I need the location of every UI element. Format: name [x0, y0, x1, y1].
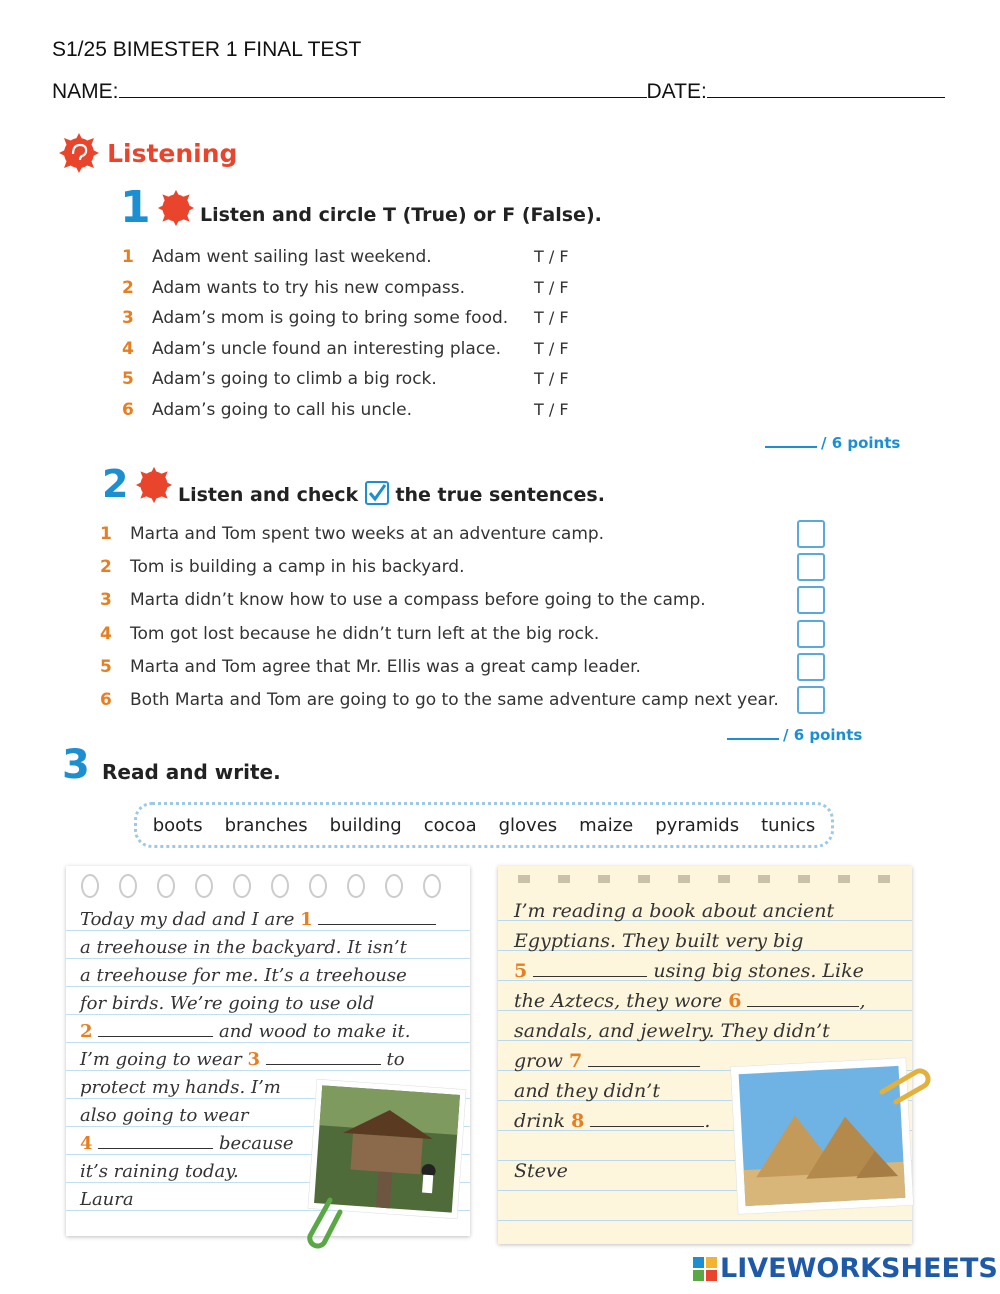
spiral-rings-icon	[78, 870, 458, 902]
true-false-choice[interactable]: T / F	[534, 399, 569, 419]
ex1-list	[122, 247, 582, 430]
note-left	[66, 866, 470, 1236]
item-text: Tom got lost because he didn’t turn left at the big rock.	[130, 623, 600, 644]
item-number: 6	[100, 689, 112, 710]
word-bank	[134, 802, 834, 848]
answer-blank-7[interactable]	[588, 1066, 700, 1067]
name-label: NAME:	[52, 80, 119, 103]
answer-blank-3[interactable]	[266, 1064, 381, 1065]
item-text: Adam wants to try his new compass.	[152, 277, 466, 298]
section-title: Listening	[107, 138, 238, 168]
score-blank[interactable]	[727, 738, 779, 740]
item-text: Adam’s mom is going to bring some food.	[152, 308, 509, 328]
audio-track-icon	[157, 189, 195, 227]
item-number: 5	[122, 369, 134, 389]
item-number: 5	[100, 656, 112, 677]
check-box[interactable]	[797, 520, 825, 548]
date-field[interactable]	[707, 97, 945, 98]
check-box[interactable]	[797, 686, 825, 714]
item-text: Adam’s uncle found an interesting place.	[152, 338, 502, 359]
answer-blank-4[interactable]	[98, 1148, 213, 1149]
word-bank-word: cocoa	[423, 814, 477, 836]
paperclip-icon	[876, 1062, 936, 1106]
check-box[interactable]	[797, 653, 825, 681]
signature-laura: Laura	[80, 1189, 134, 1210]
audio-track-icon	[135, 466, 173, 504]
ex2-points	[727, 726, 862, 744]
answer-blank-1[interactable]	[318, 924, 436, 925]
date-label: DATE:	[646, 80, 707, 103]
answer-blank-6[interactable]	[747, 1006, 859, 1007]
word-bank-word: tunics	[761, 814, 816, 836]
list-item	[100, 590, 830, 623]
item-text: Adam’s going to call his uncle.	[152, 399, 412, 420]
item-number: 4	[100, 623, 112, 644]
true-false-choice[interactable]: T / F	[534, 247, 569, 266]
item-number: 4	[122, 338, 134, 359]
item-number: 1	[122, 247, 134, 267]
name-field[interactable]	[119, 97, 647, 98]
note-left-text: Today my dad and I are 1 a treehouse in the backyard. It isn’t a treehouse for me. It’s a treehouse for birds. We’re going to use old 2 and wood to make it. I’m going to wear 3 to protect my hands. I’m also going to wear 4 because it’s raining today. Laura	[80, 906, 460, 1214]
instruction-part-a: Listen and check	[178, 484, 359, 506]
check-box[interactable]	[797, 586, 825, 614]
paperclip-icon	[300, 1196, 344, 1254]
item-number: 2	[122, 277, 134, 298]
ex2-number: 2	[102, 462, 129, 506]
word-bank-word: branches	[224, 814, 308, 836]
item-number: 2	[100, 557, 112, 578]
check-box[interactable]	[797, 553, 825, 581]
item-text: Marta and Tom spent two weeks at an adventure camp.	[130, 524, 605, 544]
ex3-number: 3	[62, 742, 90, 788]
test-title: S1/25 BIMESTER 1 FINAL TEST	[52, 38, 362, 61]
score-blank[interactable]	[765, 446, 817, 448]
item-number: 3	[122, 308, 134, 328]
listening-heading	[58, 132, 237, 174]
item-text: Marta and Tom agree that Mr. Ellis was a great camp leader.	[130, 656, 641, 677]
list-item	[100, 624, 830, 657]
word-bank-word: gloves	[498, 814, 558, 836]
name-date-row	[52, 80, 957, 104]
logo-grid-icon	[693, 1257, 717, 1281]
word-bank-word: building	[329, 814, 402, 836]
list-item	[122, 247, 582, 278]
check-box[interactable]	[797, 620, 825, 648]
answer-blank-2[interactable]	[98, 1036, 213, 1037]
listening-badge-icon	[58, 132, 100, 174]
item-text: Both Marta and Tom are going to go to the same adventure camp next year.	[130, 689, 779, 710]
true-false-choice[interactable]: T / F	[534, 308, 569, 327]
note-right	[498, 866, 912, 1244]
item-number: 3	[100, 590, 112, 611]
list-item	[100, 557, 830, 590]
item-text: Marta didn’t know how to use a compass before going to the camp.	[130, 590, 706, 611]
logo-text: LIVEWORKSHEETS	[720, 1253, 998, 1284]
ex1-points	[765, 434, 900, 452]
true-false-choice[interactable]: T / F	[534, 338, 569, 358]
true-false-choice[interactable]: T / F	[534, 277, 569, 297]
list-item	[122, 369, 582, 400]
ex1-instruction: Listen and circle T (True) or F (False).	[200, 204, 602, 226]
points-label: / 6 points	[783, 726, 863, 744]
word-bank-word: boots	[152, 814, 203, 836]
list-item	[122, 339, 582, 370]
item-number: 1	[100, 524, 112, 544]
points-label: / 6 points	[821, 434, 901, 452]
ex2-instruction	[178, 481, 605, 506]
answer-blank-8[interactable]	[590, 1126, 704, 1127]
item-number: 6	[122, 399, 134, 420]
true-false-choice[interactable]: T / F	[534, 369, 569, 388]
answer-blank-5[interactable]	[533, 976, 647, 977]
list-item	[100, 657, 830, 690]
list-item	[100, 524, 830, 557]
word-bank-word: maize	[579, 814, 634, 836]
signature-steve: Steve	[514, 1160, 568, 1182]
list-item	[122, 308, 582, 339]
word-bank-word: pyramids	[655, 814, 740, 836]
item-text: Adam’s going to climb a big rock.	[152, 369, 437, 389]
item-text: Adam went sailing last weekend.	[152, 247, 432, 267]
list-item	[122, 278, 582, 309]
list-item	[122, 400, 582, 431]
instruction-part-b: the true sentences.	[395, 484, 605, 506]
checkmark-box-icon	[365, 481, 389, 505]
item-text: Tom is building a camp in his backyard.	[130, 557, 465, 578]
liveworksheets-logo	[693, 1253, 998, 1284]
note-right-text: I’m reading a book about ancient Egyptians. They built very big 5 using big stones. Like the Aztecs, they wore 6 , sandals, and jewelry. They didn’t grow 7 and they didn’t drink 8 . Steve	[514, 896, 906, 1186]
ex3-instruction: Read and write.	[102, 760, 281, 784]
tape-marks-icon	[512, 872, 898, 886]
ex2-list	[100, 524, 830, 723]
ex1-number: 1	[120, 182, 151, 233]
list-item	[100, 690, 830, 723]
